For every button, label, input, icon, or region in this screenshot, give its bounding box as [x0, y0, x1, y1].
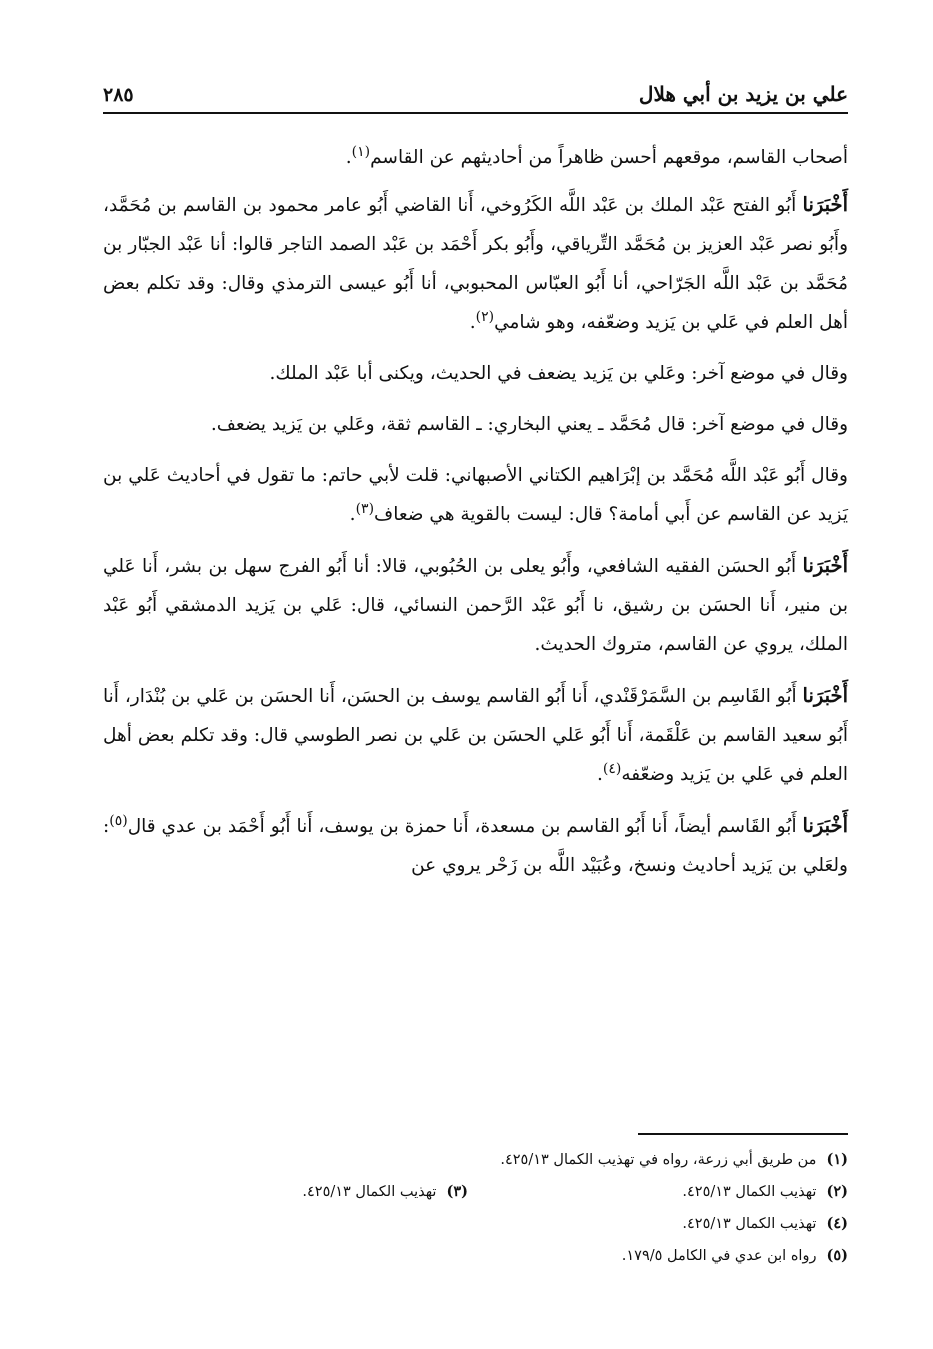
footnote-text: رواه ابن عدي في الكامل ١٧٩/٥. [621, 1248, 817, 1264]
footnote-ref-2: (٢) [475, 308, 495, 325]
paragraph-3 [103, 354, 848, 393]
footnote-4 [103, 1208, 848, 1240]
paragraph-end: . [349, 504, 356, 525]
footnote-ref-1: (١) [351, 143, 371, 160]
footnote-number: (٣) [446, 1183, 468, 1200]
isnad-keyword: أَخْبَرَنا [802, 554, 848, 577]
footnote-1 [103, 1144, 848, 1176]
paragraph-text: وقال في موضع آخر: وعَلي بن يَزيد يضعف في الحديث، ويكنى أبا عَبْد الملك. [269, 363, 848, 384]
paragraph-tail: : ولعَلي بن يَزيد أحاديث ونسخ، وعُبَيْد اللَّه بن زَحْر يروي عن [103, 816, 848, 876]
isnad-keyword: أَخْبَرَنا [802, 193, 848, 216]
paragraph-end: . [345, 147, 352, 168]
footnote-number: (٤) [826, 1215, 848, 1232]
paragraph-5 [103, 456, 848, 534]
footnote-text: من طريق أبي زرعة، رواه في تهذيب الكمال ٤٢٥/١٣. [500, 1152, 817, 1168]
footnotes [103, 1144, 848, 1272]
footnote-3 [302, 1176, 468, 1208]
paragraph-text: أصحاب القاسم، موقعهم أحسن ظاهراً من أحاديثهم عن القاسم [370, 147, 848, 168]
paragraph-text: وقال أَبُو عَبْد اللَّه مُحَمَّد بن إبْرَاهيم الكتاني الأصبهاني: قلت لأبي حاتم: ما تقول في أحاديث عَلي بن يَزيد عن القاسم عن أَبي أمامة؟ قال: ليست بالقوية هي ضعاف [103, 465, 848, 525]
paragraph-text: أَبُو القَاسم أيضاً، أَنا أَبُو القاسم بن مسعدة، أَنا حمزة بن يوسف، أَنا أَبُو أَحْمَد بن عدي قال [127, 816, 803, 837]
body-text [103, 138, 848, 897]
paragraph-end: . [469, 312, 476, 333]
footnote-rule [638, 1133, 848, 1135]
isnad-keyword: أَخْبَرَنا [802, 684, 848, 707]
footnote-text: تهذيب الكمال ٤٢٥/١٣. [302, 1184, 437, 1200]
paragraph-1 [103, 138, 848, 177]
footnote-text: تهذيب الكمال ٤٢٥/١٣. [682, 1216, 817, 1232]
paragraph-text: أَبُو القَاسِم بن السَّمَرْقَنْدي، أَنا أَبُو القاسم يوسف بن الحسَن، أَنا الحسَن بن عَلي بن بُنْدَار، أَنا أَبُو سعيد القاسم بن عَلْقَمة، أَنا أَبُو عَلي الحسَن بن عَلي بن نصر الطوسي قال: وقد تكلم بعض أهل العلم في عَلي بن يَزيد وضعّفه [103, 686, 848, 785]
paragraph-end: . [596, 764, 603, 785]
footnote-ref-3: (٣) [355, 500, 375, 517]
paragraph-text: أَبُو الفتح عَبْد الملك بن عَبْد اللَّه الكَرُوخي، أَنا القاضي أَبُو عامر محمود بن القاسم بن مُحَمَّد، وأَبُو نصر عَبْد العزيز بن مُحَمَّد التِّرياقي، وأَبُو بكر أَحْمَد بن عَبْد الصمد التاجر قالوا: أنا عَبْد الجبّار بن مُحَمَّد بن عَبْد اللَّه الجَرّاحي، أنا أَبُو العبّاس المحبوبي، أنا أَبُو عيسى الترمذي وقال: وقد تكلم بعض أهل العلم في عَلي بن يَزيد وضعّفه، وهو شامي [103, 195, 848, 333]
running-title: علي بن يزيد بن أبي هلال [638, 82, 848, 106]
paragraph-7 [103, 676, 848, 794]
footnote-number: (٢) [826, 1183, 848, 1200]
footnote-number: (١) [826, 1151, 848, 1168]
footnote-5 [103, 1240, 848, 1272]
footnote-row [103, 1176, 848, 1208]
footnote-ref-4: (٤) [602, 760, 622, 777]
paragraph-2 [103, 185, 848, 342]
paragraph-6 [103, 546, 848, 664]
paragraph-text: أَبُو الحسَن الفقيه الشافعي، وأَبُو يعلى بن الحُبُوبي، قالا: أنا أَبُو الفرج سهل بن بشر، أَنا عَلي بن منير، أَنا الحسَن بن رشيق، نا أَبُو عَبْد الرَّحمن النسائي، قال: عَلي بن يَزيد الدمشقي أَبُو عَبْد الملك، يروي عن القاسم، متروك الحديث. [103, 556, 848, 655]
footnote-text: تهذيب الكمال ٤٢٥/١٣. [682, 1184, 817, 1200]
paragraph-text: وقال في موضع آخر: قال مُحَمَّد ـ يعني البخاري: ـ القاسم ثقة، وعَلي بن يَزيد يضعف. [210, 414, 848, 435]
footnote-2 [468, 1176, 848, 1208]
header-rule [103, 112, 848, 114]
running-head [103, 72, 848, 106]
footnote-ref-5: (٥) [109, 812, 128, 829]
page-number: ٢٨٥ [103, 84, 134, 106]
isnad-keyword: أَخْبَرَنا [802, 814, 848, 837]
footnote-number: (٥) [826, 1247, 848, 1264]
paragraph-8 [103, 806, 848, 885]
paragraph-4 [103, 405, 848, 444]
